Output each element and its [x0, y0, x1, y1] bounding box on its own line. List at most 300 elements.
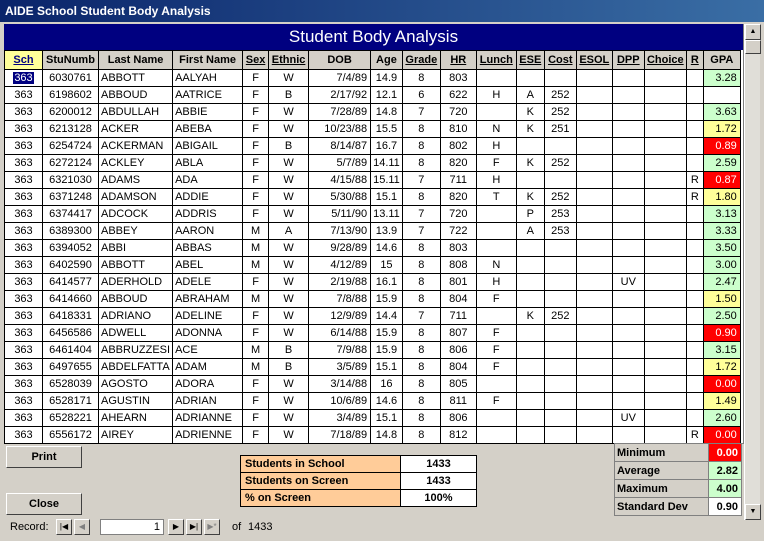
scroll-down-arrow-icon[interactable]: ▼ — [745, 504, 761, 520]
cell-grade[interactable]: 8 — [402, 427, 440, 444]
cell-dpp[interactable] — [612, 342, 644, 359]
cell-last-name[interactable]: ABBOTT — [99, 70, 173, 87]
cell-r[interactable] — [686, 104, 703, 121]
cell-sex[interactable]: F — [243, 376, 269, 393]
cell-grade[interactable]: 8 — [402, 70, 440, 87]
cell-last-name[interactable]: AHEARN — [99, 410, 173, 427]
cell-age[interactable]: 14.8 — [371, 427, 403, 444]
cell-choice[interactable] — [644, 189, 686, 206]
cell-gpa[interactable]: 1.72 — [703, 359, 740, 376]
cell-grade[interactable]: 8 — [402, 393, 440, 410]
cell-esol[interactable] — [576, 206, 612, 223]
cell-grade[interactable]: 7 — [402, 308, 440, 325]
cell-lunch[interactable] — [476, 206, 516, 223]
cell-ethnic[interactable]: B — [269, 138, 309, 155]
cell-first-name[interactable]: ADDIE — [173, 189, 243, 206]
cell-stunumb[interactable]: 6389300 — [43, 223, 99, 240]
col-header-sex[interactable]: Sex — [243, 51, 269, 70]
cell-hr[interactable]: 722 — [440, 223, 476, 240]
cell-dpp[interactable] — [612, 257, 644, 274]
table-row[interactable] — [5, 376, 741, 393]
cell-last-name[interactable]: ABBEY — [99, 223, 173, 240]
cell-hr[interactable]: 806 — [440, 342, 476, 359]
cell-ese[interactable] — [516, 376, 544, 393]
col-header-sch[interactable]: Sch — [5, 51, 43, 70]
cell-dob[interactable]: 7/9/88 — [309, 342, 371, 359]
table-row[interactable] — [5, 325, 741, 342]
cell-ese[interactable]: K — [516, 121, 544, 138]
cell-esol[interactable] — [576, 104, 612, 121]
cell-choice[interactable] — [644, 87, 686, 104]
cell-last-name[interactable]: ACKERMAN — [99, 138, 173, 155]
col-header-grade[interactable]: Grade — [402, 51, 440, 70]
cell-ethnic[interactable]: A — [269, 223, 309, 240]
cell-cost[interactable] — [544, 70, 576, 87]
cell-r[interactable] — [686, 308, 703, 325]
cell-gpa[interactable]: 3.33 — [703, 223, 740, 240]
cell-dob[interactable]: 5/7/89 — [309, 155, 371, 172]
table-row[interactable] — [5, 87, 741, 104]
cell-grade[interactable]: 8 — [402, 155, 440, 172]
cell-sex[interactable]: F — [243, 325, 269, 342]
cell-last-name[interactable]: ADERHOLD — [99, 274, 173, 291]
cell-sch[interactable]: 363 — [5, 376, 43, 393]
cell-dpp[interactable] — [612, 291, 644, 308]
cell-gpa[interactable] — [703, 87, 740, 104]
cell-last-name[interactable]: ABBOTT — [99, 257, 173, 274]
cell-choice[interactable] — [644, 376, 686, 393]
cell-esol[interactable] — [576, 359, 612, 376]
cell-grade[interactable]: 8 — [402, 257, 440, 274]
cell-gpa[interactable]: 3.00 — [703, 257, 740, 274]
print-button[interactable]: Print — [6, 446, 82, 468]
cell-r[interactable] — [686, 325, 703, 342]
cell-age[interactable]: 16.1 — [371, 274, 403, 291]
cell-dob[interactable]: 4/15/88 — [309, 172, 371, 189]
cell-dob[interactable]: 7/8/88 — [309, 291, 371, 308]
cell-ethnic[interactable]: W — [269, 410, 309, 427]
cell-age[interactable]: 14.6 — [371, 240, 403, 257]
cell-choice[interactable] — [644, 393, 686, 410]
cell-sch[interactable]: 363 — [5, 308, 43, 325]
cell-dob[interactable]: 7/28/89 — [309, 104, 371, 121]
cell-sex[interactable]: F — [243, 155, 269, 172]
cell-r[interactable] — [686, 223, 703, 240]
cell-ethnic[interactable]: W — [269, 308, 309, 325]
cell-sex[interactable]: F — [243, 427, 269, 444]
col-header-lunch[interactable]: Lunch — [476, 51, 516, 70]
cell-last-name[interactable]: ABDELFATTA — [99, 359, 173, 376]
cell-sex[interactable]: F — [243, 308, 269, 325]
table-row[interactable] — [5, 342, 741, 359]
cell-r[interactable] — [686, 70, 703, 87]
cell-gpa[interactable]: 3.13 — [703, 206, 740, 223]
cell-grade[interactable]: 8 — [402, 291, 440, 308]
cell-r[interactable] — [686, 410, 703, 427]
cell-lunch[interactable]: F — [476, 291, 516, 308]
cell-dob[interactable]: 5/30/88 — [309, 189, 371, 206]
col-header-stunumb[interactable]: StuNumb — [43, 51, 99, 70]
table-row[interactable] — [5, 206, 741, 223]
col-header-esol[interactable]: ESOL — [576, 51, 612, 70]
cell-hr[interactable]: 805 — [440, 376, 476, 393]
cell-gpa[interactable]: 3.50 — [703, 240, 740, 257]
table-row[interactable] — [5, 257, 741, 274]
cell-r[interactable] — [686, 121, 703, 138]
cell-lunch[interactable] — [476, 240, 516, 257]
cell-ese[interactable]: K — [516, 155, 544, 172]
cell-hr[interactable]: 806 — [440, 410, 476, 427]
col-header-ese[interactable]: ESE — [516, 51, 544, 70]
cell-last-name[interactable]: ADWELL — [99, 325, 173, 342]
cell-first-name[interactable]: ABRAHAM — [173, 291, 243, 308]
cell-sch[interactable]: 363 — [5, 325, 43, 342]
cell-dpp[interactable] — [612, 376, 644, 393]
cell-choice[interactable] — [644, 291, 686, 308]
cell-sch[interactable]: 363 — [5, 342, 43, 359]
cell-cost[interactable]: 252 — [544, 104, 576, 121]
cell-sch[interactable]: 363 — [5, 104, 43, 121]
cell-last-name[interactable]: ABBOUD — [99, 291, 173, 308]
cell-choice[interactable] — [644, 104, 686, 121]
cell-r[interactable] — [686, 393, 703, 410]
cell-dob[interactable]: 7/4/89 — [309, 70, 371, 87]
cell-ese[interactable] — [516, 257, 544, 274]
cell-last-name[interactable]: ABBOUD — [99, 87, 173, 104]
cell-sex[interactable]: M — [243, 240, 269, 257]
table-row[interactable] — [5, 70, 741, 87]
cell-grade[interactable]: 8 — [402, 138, 440, 155]
cell-age[interactable]: 13.11 — [371, 206, 403, 223]
cell-r[interactable] — [686, 291, 703, 308]
cell-first-name[interactable]: ADRIANNE — [173, 410, 243, 427]
cell-sex[interactable]: F — [243, 189, 269, 206]
cell-hr[interactable]: 803 — [440, 240, 476, 257]
cell-first-name[interactable]: ABBIE — [173, 104, 243, 121]
cell-gpa[interactable]: 0.90 — [703, 325, 740, 342]
cell-last-name[interactable]: ABDULLAH — [99, 104, 173, 121]
cell-sex[interactable]: F — [243, 121, 269, 138]
cell-r[interactable]: R — [686, 189, 703, 206]
cell-dpp[interactable]: UV — [612, 410, 644, 427]
cell-sex[interactable]: M — [243, 223, 269, 240]
cell-esol[interactable] — [576, 410, 612, 427]
cell-sch[interactable] — [5, 70, 43, 87]
cell-stunumb[interactable]: 6497655 — [43, 359, 99, 376]
cell-lunch[interactable]: H — [476, 138, 516, 155]
cell-stunumb[interactable]: 6556172 — [43, 427, 99, 444]
cell-grade[interactable]: 8 — [402, 274, 440, 291]
close-button[interactable]: Close — [6, 493, 82, 515]
cell-gpa[interactable]: 0.00 — [703, 427, 740, 444]
cell-dpp[interactable] — [612, 206, 644, 223]
cell-r[interactable]: R — [686, 427, 703, 444]
cell-r[interactable] — [686, 257, 703, 274]
cell-grade[interactable]: 8 — [402, 359, 440, 376]
cell-first-name[interactable]: ABEBA — [173, 121, 243, 138]
cell-choice[interactable] — [644, 172, 686, 189]
cell-first-name[interactable]: ABIGAIL — [173, 138, 243, 155]
cell-stunumb[interactable]: 6374417 — [43, 206, 99, 223]
cell-gpa[interactable]: 1.50 — [703, 291, 740, 308]
cell-sex[interactable]: M — [243, 257, 269, 274]
cell-stunumb[interactable]: 6371248 — [43, 189, 99, 206]
cell-dob[interactable]: 12/9/89 — [309, 308, 371, 325]
cell-sch[interactable]: 363 — [5, 393, 43, 410]
cell-lunch[interactable] — [476, 376, 516, 393]
cell-lunch[interactable]: N — [476, 121, 516, 138]
cell-cost[interactable] — [544, 240, 576, 257]
cell-cost[interactable] — [544, 274, 576, 291]
cell-ese[interactable] — [516, 172, 544, 189]
cell-gpa[interactable]: 0.87 — [703, 172, 740, 189]
next-record-icon[interactable]: ▶ — [168, 519, 184, 535]
cell-hr[interactable]: 720 — [440, 206, 476, 223]
cell-sex[interactable]: M — [243, 359, 269, 376]
cell-sex[interactable]: F — [243, 206, 269, 223]
cell-first-name[interactable]: ADONNA — [173, 325, 243, 342]
cell-first-name[interactable]: AARON — [173, 223, 243, 240]
cell-ese[interactable] — [516, 70, 544, 87]
cell-dpp[interactable] — [612, 104, 644, 121]
cell-sch[interactable]: 363 — [5, 257, 43, 274]
cell-stunumb[interactable]: 6418331 — [43, 308, 99, 325]
cell-choice[interactable] — [644, 308, 686, 325]
cell-dob[interactable]: 10/6/89 — [309, 393, 371, 410]
cell-gpa[interactable]: 3.63 — [703, 104, 740, 121]
cell-stunumb[interactable]: 6414660 — [43, 291, 99, 308]
cell-grade[interactable]: 7 — [402, 172, 440, 189]
cell-last-name[interactable]: ADAMS — [99, 172, 173, 189]
cell-stunumb[interactable]: 6456586 — [43, 325, 99, 342]
cell-gpa[interactable]: 2.50 — [703, 308, 740, 325]
cell-hr[interactable]: 812 — [440, 427, 476, 444]
col-header-cost[interactable]: Cost — [544, 51, 576, 70]
cell-age[interactable]: 15.1 — [371, 410, 403, 427]
cell-r[interactable] — [686, 342, 703, 359]
cell-gpa[interactable]: 1.72 — [703, 121, 740, 138]
cell-gpa[interactable]: 2.59 — [703, 155, 740, 172]
cell-age[interactable]: 14.6 — [371, 393, 403, 410]
cell-dob[interactable]: 9/28/89 — [309, 240, 371, 257]
cell-lunch[interactable]: F — [476, 359, 516, 376]
cell-first-name[interactable]: ADORA — [173, 376, 243, 393]
cell-ethnic[interactable]: W — [269, 393, 309, 410]
cell-first-name[interactable]: ABLA — [173, 155, 243, 172]
cell-stunumb[interactable]: 6528039 — [43, 376, 99, 393]
cell-sex[interactable]: F — [243, 172, 269, 189]
cell-hr[interactable]: 711 — [440, 308, 476, 325]
cell-ethnic[interactable]: W — [269, 121, 309, 138]
cell-dpp[interactable] — [612, 393, 644, 410]
cell-esol[interactable] — [576, 393, 612, 410]
cell-cost[interactable]: 252 — [544, 87, 576, 104]
cell-hr[interactable]: 802 — [440, 138, 476, 155]
cell-esol[interactable] — [576, 240, 612, 257]
cell-hr[interactable]: 811 — [440, 393, 476, 410]
cell-age[interactable]: 14.4 — [371, 308, 403, 325]
col-header-age[interactable]: Age — [371, 51, 403, 70]
table-row[interactable] — [5, 172, 741, 189]
cell-ethnic[interactable]: W — [269, 206, 309, 223]
cell-first-name[interactable]: ADDRIS — [173, 206, 243, 223]
cell-cost[interactable] — [544, 138, 576, 155]
cell-sex[interactable]: F — [243, 274, 269, 291]
table-row[interactable] — [5, 138, 741, 155]
cell-stunumb[interactable]: 6030761 — [43, 70, 99, 87]
cell-ethnic[interactable]: W — [269, 189, 309, 206]
cell-choice[interactable] — [644, 257, 686, 274]
table-row[interactable] — [5, 291, 741, 308]
scroll-thumb[interactable] — [745, 40, 761, 54]
cell-dpp[interactable] — [612, 138, 644, 155]
cell-gpa[interactable]: 3.15 — [703, 342, 740, 359]
cell-stunumb[interactable]: 6528171 — [43, 393, 99, 410]
cell-dpp[interactable] — [612, 70, 644, 87]
cell-age[interactable]: 15.9 — [371, 325, 403, 342]
cell-gpa[interactable]: 0.00 — [703, 376, 740, 393]
cell-esol[interactable] — [576, 308, 612, 325]
cell-esol[interactable] — [576, 172, 612, 189]
cell-age[interactable]: 15 — [371, 257, 403, 274]
cell-ese[interactable]: P — [516, 206, 544, 223]
cell-lunch[interactable] — [476, 70, 516, 87]
cell-sch[interactable]: 363 — [5, 155, 43, 172]
cell-cost[interactable] — [544, 410, 576, 427]
cell-age[interactable]: 15.1 — [371, 359, 403, 376]
cell-esol[interactable] — [576, 223, 612, 240]
cell-choice[interactable] — [644, 427, 686, 444]
cell-first-name[interactable]: ACE — [173, 342, 243, 359]
cell-age[interactable]: 12.1 — [371, 87, 403, 104]
cell-dob[interactable]: 3/4/89 — [309, 410, 371, 427]
table-row[interactable] — [5, 427, 741, 444]
cell-sex[interactable]: M — [243, 291, 269, 308]
cell-choice[interactable] — [644, 206, 686, 223]
table-row[interactable] — [5, 308, 741, 325]
cell-sex[interactable]: F — [243, 104, 269, 121]
col-header-gpa[interactable]: GPA — [703, 51, 740, 70]
col-header-ethnic[interactable]: Ethnic — [269, 51, 309, 70]
table-row[interactable] — [5, 240, 741, 257]
cell-dob[interactable]: 3/14/88 — [309, 376, 371, 393]
cell-r[interactable] — [686, 138, 703, 155]
cell-dob[interactable]: 3/5/89 — [309, 359, 371, 376]
cell-stunumb[interactable]: 6254724 — [43, 138, 99, 155]
cell-sch[interactable]: 363 — [5, 172, 43, 189]
cell-ethnic[interactable]: B — [269, 359, 309, 376]
cell-choice[interactable] — [644, 274, 686, 291]
cell-age[interactable]: 13.9 — [371, 223, 403, 240]
cell-sch[interactable]: 363 — [5, 189, 43, 206]
cell-dpp[interactable] — [612, 121, 644, 138]
cell-lunch[interactable]: H — [476, 274, 516, 291]
cell-hr[interactable]: 808 — [440, 257, 476, 274]
cell-gpa[interactable]: 3.28 — [703, 70, 740, 87]
cell-gpa[interactable]: 2.47 — [703, 274, 740, 291]
cell-dob[interactable]: 8/14/87 — [309, 138, 371, 155]
table-row[interactable] — [5, 393, 741, 410]
cell-dob[interactable]: 7/18/89 — [309, 427, 371, 444]
cell-last-name[interactable]: AIREY — [99, 427, 173, 444]
cell-r[interactable] — [686, 87, 703, 104]
new-record-icon[interactable]: ▶* — [204, 519, 220, 535]
cell-dpp[interactable] — [612, 189, 644, 206]
cell-hr[interactable]: 803 — [440, 70, 476, 87]
cell-lunch[interactable] — [476, 104, 516, 121]
cell-dpp[interactable] — [612, 427, 644, 444]
cell-ese[interactable] — [516, 240, 544, 257]
cell-sch[interactable]: 363 — [5, 291, 43, 308]
col-header-dob[interactable]: DOB — [309, 51, 371, 70]
cell-gpa[interactable]: 2.60 — [703, 410, 740, 427]
cell-ethnic[interactable]: W — [269, 172, 309, 189]
cell-lunch[interactable] — [476, 308, 516, 325]
cell-stunumb[interactable]: 6402590 — [43, 257, 99, 274]
cell-last-name[interactable]: ADCOCK — [99, 206, 173, 223]
cell-ese[interactable] — [516, 359, 544, 376]
cell-dpp[interactable] — [612, 172, 644, 189]
cell-lunch[interactable] — [476, 223, 516, 240]
cell-hr[interactable]: 801 — [440, 274, 476, 291]
cell-age[interactable]: 14.8 — [371, 104, 403, 121]
cell-cost[interactable] — [544, 291, 576, 308]
cell-ese[interactable] — [516, 342, 544, 359]
cell-ethnic[interactable]: W — [269, 155, 309, 172]
cell-cost[interactable] — [544, 393, 576, 410]
cell-sex[interactable]: M — [243, 342, 269, 359]
cell-lunch[interactable]: T — [476, 189, 516, 206]
cell-esol[interactable] — [576, 138, 612, 155]
cell-grade[interactable]: 6 — [402, 87, 440, 104]
cell-esol[interactable] — [576, 189, 612, 206]
cell-ethnic[interactable]: W — [269, 70, 309, 87]
cell-grade[interactable]: 8 — [402, 325, 440, 342]
cell-esol[interactable] — [576, 257, 612, 274]
cell-ese[interactable]: K — [516, 189, 544, 206]
cell-ethnic[interactable]: W — [269, 257, 309, 274]
cell-esol[interactable] — [576, 155, 612, 172]
cell-ethnic[interactable]: W — [269, 427, 309, 444]
cell-ese[interactable] — [516, 138, 544, 155]
cell-hr[interactable]: 820 — [440, 189, 476, 206]
cell-first-name[interactable]: ADELE — [173, 274, 243, 291]
cell-grade[interactable]: 8 — [402, 189, 440, 206]
cell-last-name[interactable]: ABBI — [99, 240, 173, 257]
cell-ethnic[interactable]: B — [269, 342, 309, 359]
cell-dpp[interactable] — [612, 359, 644, 376]
cell-sex[interactable]: F — [243, 87, 269, 104]
cell-choice[interactable] — [644, 325, 686, 342]
cell-esol[interactable] — [576, 274, 612, 291]
cell-dob[interactable]: 6/14/88 — [309, 325, 371, 342]
scroll-up-arrow-icon[interactable]: ▲ — [745, 24, 761, 40]
first-record-icon[interactable]: |◀ — [56, 519, 72, 535]
cell-ese[interactable] — [516, 274, 544, 291]
cell-age[interactable]: 15.11 — [371, 172, 403, 189]
cell-last-name[interactable]: ADAMSON — [99, 189, 173, 206]
cell-esol[interactable] — [576, 376, 612, 393]
cell-stunumb[interactable]: 6213128 — [43, 121, 99, 138]
last-record-icon[interactable]: ▶| — [186, 519, 202, 535]
cell-sch[interactable]: 363 — [5, 410, 43, 427]
table-row[interactable] — [5, 410, 741, 427]
cell-cost[interactable]: 251 — [544, 121, 576, 138]
cell-dpp[interactable]: UV — [612, 274, 644, 291]
cell-gpa[interactable]: 0.89 — [703, 138, 740, 155]
cell-esol[interactable] — [576, 291, 612, 308]
record-number-input[interactable]: 1 — [100, 519, 164, 535]
